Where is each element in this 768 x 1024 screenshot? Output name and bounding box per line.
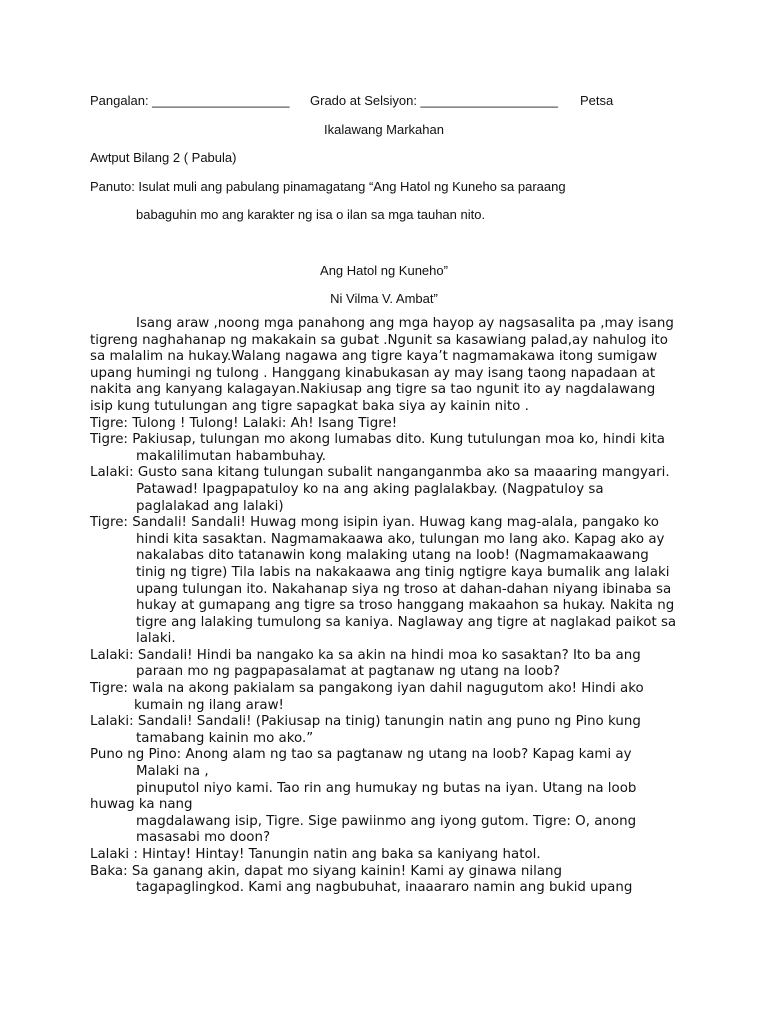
dialogue-line: Tigre: Sandali! Sandali! Huwag mong isipin iyan. Huwag kang mag-alala, pangako ko hindi kita sasaktan. Nagmamakaawa ako, tulungan mo lang ako. Kapag ako ay nakalabas dito tatanawin kong malaking utang na loob! (Nagmamakaawang tinig ng tigre) Tila labis na nakakaawa ang tinig ngtigre kaya bumalik ang lalaki upang tulungan ito. Nakahanap siya ng troso at dahan-dahan niyang ibinaba sa hukay at gumapang ang tigre sa troso hanggang makaahon sa hukay. Nakita ng tigre ang lalaking tumulong sa kaniya. Naglaway ang tigre at naglakad paikot sa lalaki. [90, 515, 677, 647]
dialogue-line: Tigre: Pakiusap, tulungan mo akong lumabas dito. Kung tutulungan moa ko, hindi kita makalilimutan habambuhay. [90, 432, 665, 464]
dialogue-text: kumain ng ilang araw! [134, 697, 284, 713]
dialogue-line: magdalawang isip, Tigre. Sige pawiinmo ang iyong gutom. Tigre: O, anong [136, 813, 637, 829]
panuto-line-1: Panuto: Isulat muli ang pabulang pinamagatang “Ang Hatol ng Kuneho sa paraang [90, 179, 566, 194]
story-author: Ni Vilma V. Ambat” [330, 291, 438, 306]
dialogue-line: pinuputol niyo kami. Tao rin ang humukay ng butas na iyan. Utang na loob [136, 780, 637, 796]
dialogue-line: Lalaki : Hintay! Hintay! Tanungin natin ang baka sa kaniyang hatol. [90, 847, 541, 862]
dialogue-line: Lalaki: Gusto sana kitang tulungan subalit nanganganmba ako sa maaaring mangyari. Patawad! Ipagpapatuloy ko na ang aking paglalakbay. (Nagpatuloy sa paglalakad ang lalaki) [90, 465, 670, 514]
dialogue-line: huwag ka nang [90, 797, 193, 813]
dialogue-line: Lalaki: Sandali! Sandali! (Pakiusap na tinig) tanungin natin ang puno ng Pino kung tamabang kainin mo ako.” [90, 714, 641, 746]
petsa-field: Petsa [580, 93, 614, 108]
markahan-heading: Ikalawang Markahan [324, 122, 444, 137]
grado-selsiyon-field: Grado at Selsiyon: ___________________ [310, 93, 558, 108]
dialogue-line: masasabi mo doon? [136, 830, 271, 846]
dialogue-line: Malaki na , [136, 764, 209, 780]
dialogue-line: tagapaglingkod. Kami ang nagbubuhat, inaaararo namin ang bukid upang [136, 880, 633, 896]
pangalan-field: Pangalan: ___________________ [90, 93, 290, 108]
dialogue-line: Tigre: Tulong ! Tulong! Lalaki: Ah! Isang Tigre! [90, 415, 398, 431]
dialogue-line: Baka: Sa ganang akin, dapat mo siyang kainin! Kami ay ginawa nilang [90, 863, 563, 879]
awtput-label: Awtput Bilang 2 ( Pabula) [90, 150, 237, 165]
story-body [90, 316, 680, 897]
dialogue-text: Tigre: wala na akong pakialam sa pangakong iyan dahil nagugutom ako! Hindi ako [90, 681, 644, 697]
dialogue-line: Lalaki: Sandali! Hindi ba nangako ka sa akin na hindi moa ko sasaktan? Ito ba ang paraan mo ng pagpapasalamat at pagtanaw ng utang na loob? [90, 647, 641, 680]
story-intro-paragraph: Isang araw ,noong mga panahong ang mga hayop ay nagsasalita pa ,may isang tigreng naghahanap ng makakain sa gubat .Ngunit sa kasawiang palad,ay nahulog ito sa malalim na hukay.Walang nagawa ang tigre kaya’t nagmamakawa itong sumigaw upang humingi ng tulong . Hanggang kinabukasan ay may isang taong napadaan at nakita ang kanyang kalagayan.Nakiusap ang tigre sa tao ngunit ito ay nagdalawang isip kung tutulungan ang tigre sapagkat baka siya ay kainin nito . [90, 316, 674, 414]
dialogue-line [90, 681, 680, 714]
panuto-line-2: babaguhin mo ang karakter ng isa o ilan sa mga tauhan nito. [136, 207, 486, 222]
dialogue-line: Puno ng Pino: Anong alam ng tao sa pagtanaw ng utang na loob? Kapag kami ay [90, 747, 632, 763]
story-title: Ang Hatol ng Kuneho” [320, 263, 448, 278]
